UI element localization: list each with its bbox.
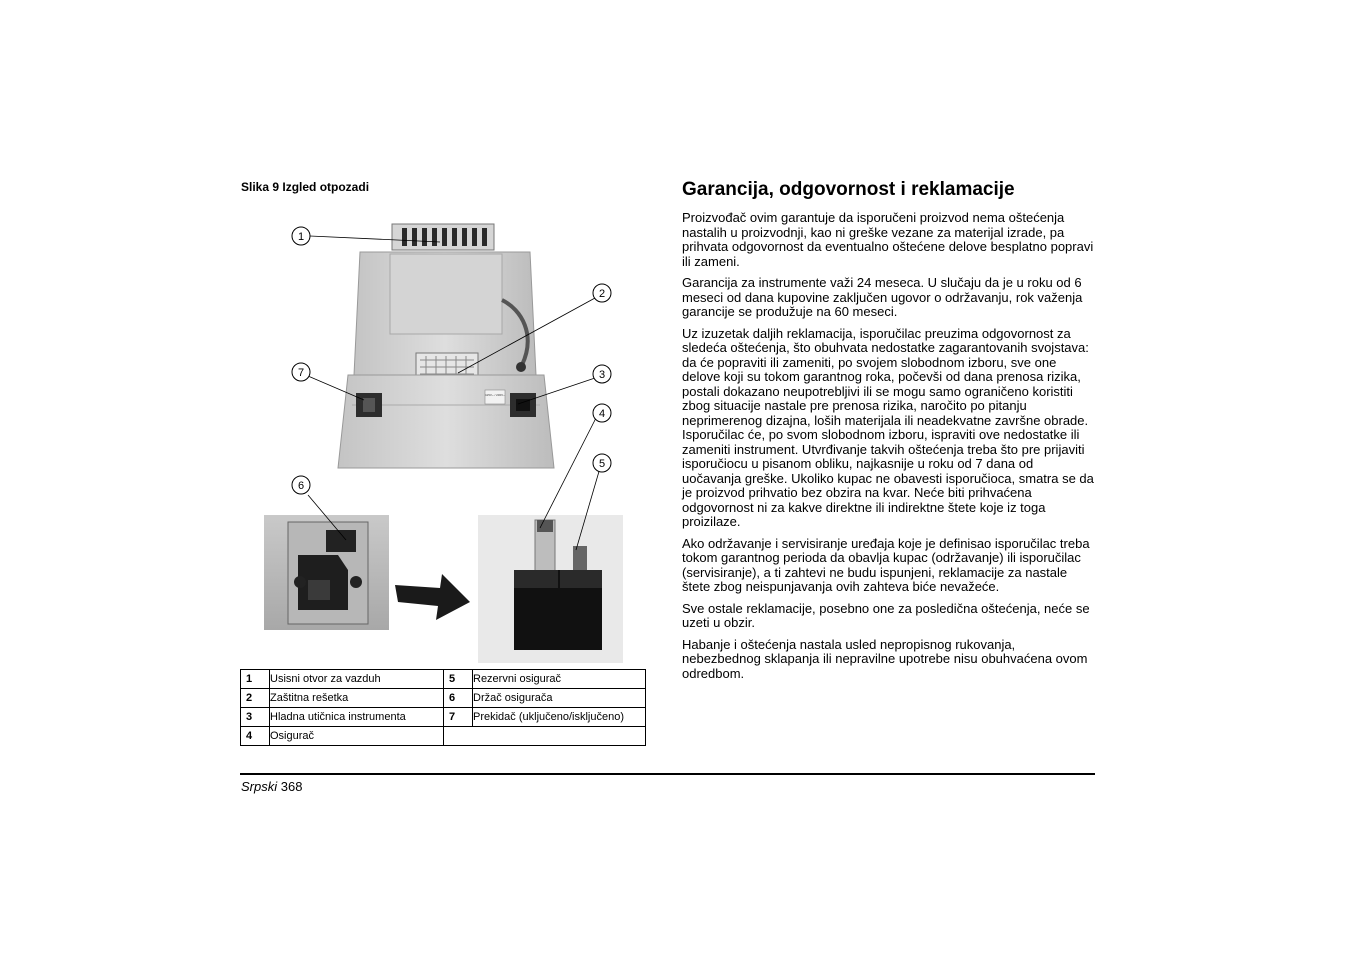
footer-language: Srpski <box>241 779 278 794</box>
svg-text:5: 5 <box>598 458 606 470</box>
svg-text:7: 7 <box>297 367 305 379</box>
table-row <box>241 708 646 727</box>
paragraph: Ako održavanje i servisiranje uređaja koje je definisao isporučilac treba tokom garantnog perioda da obavlja kupac (održavanje) ili isporučilac (servisiranje), a ti zahtevi ne budu ispunjeni, reklamacije za nastale štete zbog neispunjavanja ovih zahteva biće nevažeće. <box>682 535 1090 594</box>
fuse-holder-photo <box>264 515 389 630</box>
section-title: Garancija, odgovornost i reklamacije <box>682 179 1015 200</box>
part-label: Hladna utičnica instrumenta <box>270 708 444 727</box>
paragraph: Garancija za instrumente važi 24 meseca. U slučaju da je u roku od 6 meseci od dana kupovine zaključen ugovor o održavanju, rok važenja garancije se produžuje na 60 meseci. <box>682 275 1083 319</box>
svg-text:4: 4 <box>598 408 606 420</box>
part-number: 4 <box>241 727 270 746</box>
callout-5 <box>593 454 611 472</box>
part-number: 1 <box>241 670 270 689</box>
paragraph: Sve ostale reklamacije, posebno one za posledična oštećenja, neće se uzeti u obzir. <box>682 600 1090 630</box>
svg-text:3: 3 <box>598 369 606 381</box>
device-rear-view <box>338 224 554 468</box>
part-number: 7 <box>444 708 473 727</box>
part-number <box>444 727 473 746</box>
parts-legend-table <box>240 669 646 746</box>
warranty-section <box>682 178 1096 688</box>
part-number: 3 <box>241 708 270 727</box>
part-label: Držač osigurača <box>473 689 646 708</box>
page-footer <box>241 779 302 794</box>
figure-caption: Slika 9 Izgled otpozadi <box>241 180 370 194</box>
part-number: 2 <box>241 689 270 708</box>
table-row <box>241 689 646 708</box>
device-sticker-label: 115V~ / 230V~ <box>485 393 505 397</box>
air-intake-icon <box>402 228 487 246</box>
part-number: 5 <box>444 670 473 689</box>
part-label <box>473 727 646 746</box>
paragraph: Habanje i oštećenja nastala usled nepropisnog rukovanja, nebezbednog sklapanja ili nepravilne upotrebe nisu obuhvaćena ovom odredbom. <box>682 636 1088 681</box>
part-label: Zaštitna rešetka <box>270 689 444 708</box>
callout-7 <box>292 363 310 381</box>
paragraph: Uz izuzetak daljih reklamacija, isporučilac preuzima odgovornost za sledeća oštećenja, što obuhvata nedostatke zagarantovanih svojstava: da će popraviti ili zameniti, po svojem slobodnom izboru, sve one delove koji su tokom garantnog roka, počevši od dana prenosa rizika, postali dokazano neupotrebljivi ili se mogu samo ograničeno koristiti zbog situacije nastale pre prenosa rizika, naročito po pitanju neprimerenog dizajna, loših materijala ili neadekvatne završne obrade. Isporučilac će, po svom slobodnom izboru, ispraviti ove nedostatke ili zameniti instrument. Utvrđivanje takvih oštećenja treba što pre prijaviti isporučiocu u pisanom obliku, najkasnije u roku od 7 dana od uočavanja greške. Ukoliko kupac ne obavesti isporučioca, smatra se da je proizvod prihvatio bez obzira na kvar. Neće biti prihvaćena odgovornost ni za kakve direktne ili indirektne štete koje iz toga proizilaze. <box>682 325 1094 529</box>
arrow-right-icon <box>395 574 470 620</box>
part-label: Prekidač (uključeno/isključeno) <box>473 708 646 727</box>
rear-view-figure <box>240 210 650 670</box>
part-label: Osigurač <box>270 727 444 746</box>
part-number: 6 <box>444 689 473 708</box>
svg-text:1: 1 <box>297 231 305 243</box>
callout-1 <box>292 227 310 245</box>
svg-text:2: 2 <box>598 288 606 300</box>
fuses-photo <box>478 515 623 663</box>
table-row <box>241 727 646 746</box>
callout-4 <box>593 404 611 422</box>
part-label: Rezervni osigurač <box>473 670 646 689</box>
footer-divider <box>240 773 1095 775</box>
table-row <box>241 670 646 689</box>
callout-2 <box>593 284 611 302</box>
callout-6 <box>292 476 310 494</box>
svg-text:6: 6 <box>297 480 305 492</box>
page-number: 368 <box>280 779 303 794</box>
part-label: Usisni otvor za vazduh <box>270 670 444 689</box>
paragraph: Proizvođač ovim garantuje da isporučeni proizvod nema oštećenja nastalih u proizvodnji, kao ni greške vezane za materijal izrade, pa prihvata odgovornost da eventualno oštećene delove besplatno popravi ili zameni. <box>682 210 1094 269</box>
callout-3 <box>593 365 611 383</box>
